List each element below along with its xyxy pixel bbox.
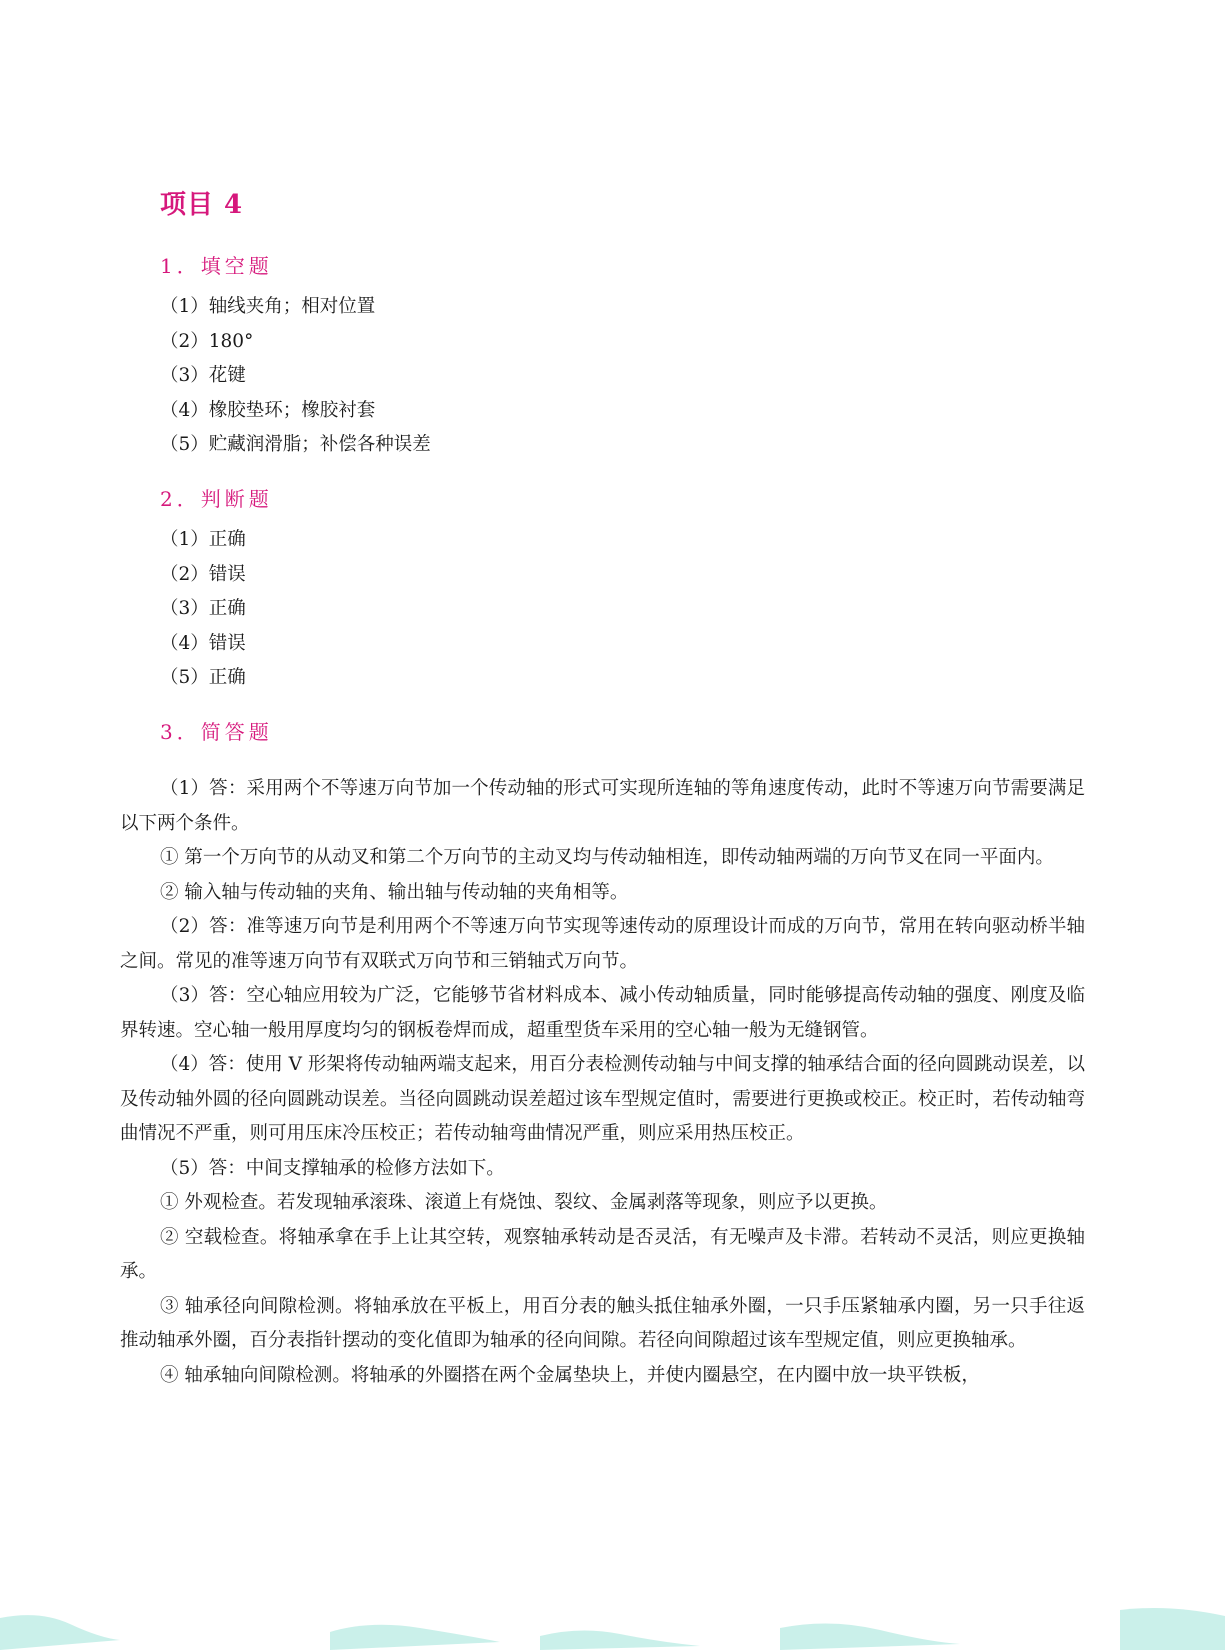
list-item: （2）180° (160, 330, 254, 352)
footer-brush-stroke (780, 1623, 960, 1650)
footer-brush-stroke (1120, 1608, 1225, 1650)
answer-paragraph: ① 外观检查。若发现轴承滚珠、滚道上有烧蚀、裂纹、金属剥落等现象，则应予以更换。 (160, 1192, 888, 1213)
answer-paragraph: （5）答：中间支撑轴承的检修方法如下。 (160, 1157, 505, 1179)
section-heading-fill-blank: 1．填空题 (160, 254, 273, 278)
answer-paragraph: （1）答：采用两个不等速万向节加一个传动轴的形式可实现所连轴的等角速度传动，此时不等速万向节需要满足以下两个条件。 (120, 778, 1085, 834)
answer-paragraph: ① 第一个万向节的从动叉和第二个万向节的主动叉均与传动轴相连，即传动轴两端的万向节叉在同一平面内。 (160, 847, 1054, 868)
answer-paragraph: ③ 轴承径向间隙检测。将轴承放在平板上，用百分表的触头抵住轴承外圈，一只手压紧轴承内圈，另一只手往返推动轴承外圈，百分表指针摆动的变化值即为轴承的径向间隙。若径向间隙超过该车型规定值，则应更换轴承。 (120, 1295, 1085, 1351)
short-answer-body (120, 772, 1085, 1393)
answer-paragraph: ② 空载检查。将轴承拿在手上让其空转，观察轴承转动是否灵活，有无噪声及卡滞。若转动不灵活，则应更换轴承。 (120, 1226, 1085, 1282)
true-false-answer-list (160, 523, 246, 696)
list-item: （5）贮藏润滑脂；补偿各种误差 (160, 434, 431, 455)
answer-paragraph: （4）答：使用 V 形架将传动轴两端支起来，用百分表检测传动轴与中间支撑的轴承结合面的径向圆跳动误差，以及传动轴外圆的径向圆跳动误差。当径向圆跳动误差超过该车型规定值时，需要进行更换或校正。校正时，若传动轴弯曲情况不严重，则可用压床冷压校正；若传动轴弯曲情况严重，则应采用热压校正。 (120, 1054, 1085, 1144)
list-item: （1）正确 (160, 529, 246, 550)
project-title: 项目 4 (160, 190, 244, 220)
answer-paragraph: （3）答：空心轴应用较为广泛，它能够节省材料成本、减小传动轴质量，同时能够提高传动轴的强度、刚度及临界转速。空心轴一般用厚度均匀的钢板卷焊而成，超重型货车采用的空心轴一般为无缝钢管。 (120, 985, 1085, 1041)
answer-paragraph: ④ 轴承轴向间隙检测。将轴承的外圈搭在两个金属垫块上，并使内圈悬空，在内圈中放一块平铁板， (160, 1364, 980, 1386)
answer-paragraph: （2）答：准等速万向节是利用两个不等速万向节实现等速传动的原理设计而成的万向节，常用在转向驱动桥半轴之间。常见的准等速万向节有双联式万向节和三销轴式万向节。 (120, 916, 1085, 972)
section-heading-short-answer: 3．简答题 (160, 720, 273, 744)
footer-brush-stroke (0, 1615, 120, 1650)
list-item: （4）错误 (160, 632, 246, 654)
footer-brush-stroke (330, 1625, 500, 1650)
footer-decoration (0, 1580, 1225, 1650)
list-item: （3）正确 (160, 598, 246, 619)
list-item: （1）轴线夹角；相对位置 (160, 296, 376, 317)
list-item: （2）错误 (160, 563, 246, 585)
list-item: （5）正确 (160, 667, 246, 688)
fill-blank-answer-list (160, 290, 431, 463)
section-heading-true-false: 2．判断题 (160, 487, 273, 511)
answer-paragraph: ② 输入轴与传动轴的夹角、输出轴与传动轴的夹角相等。 (160, 881, 629, 903)
footer-brush-stroke (540, 1630, 700, 1650)
footer-brush-strokes (0, 1608, 1225, 1650)
list-item: （4）橡胶垫环；橡胶衬套 (160, 399, 376, 421)
list-item: （3）花键 (160, 365, 246, 386)
